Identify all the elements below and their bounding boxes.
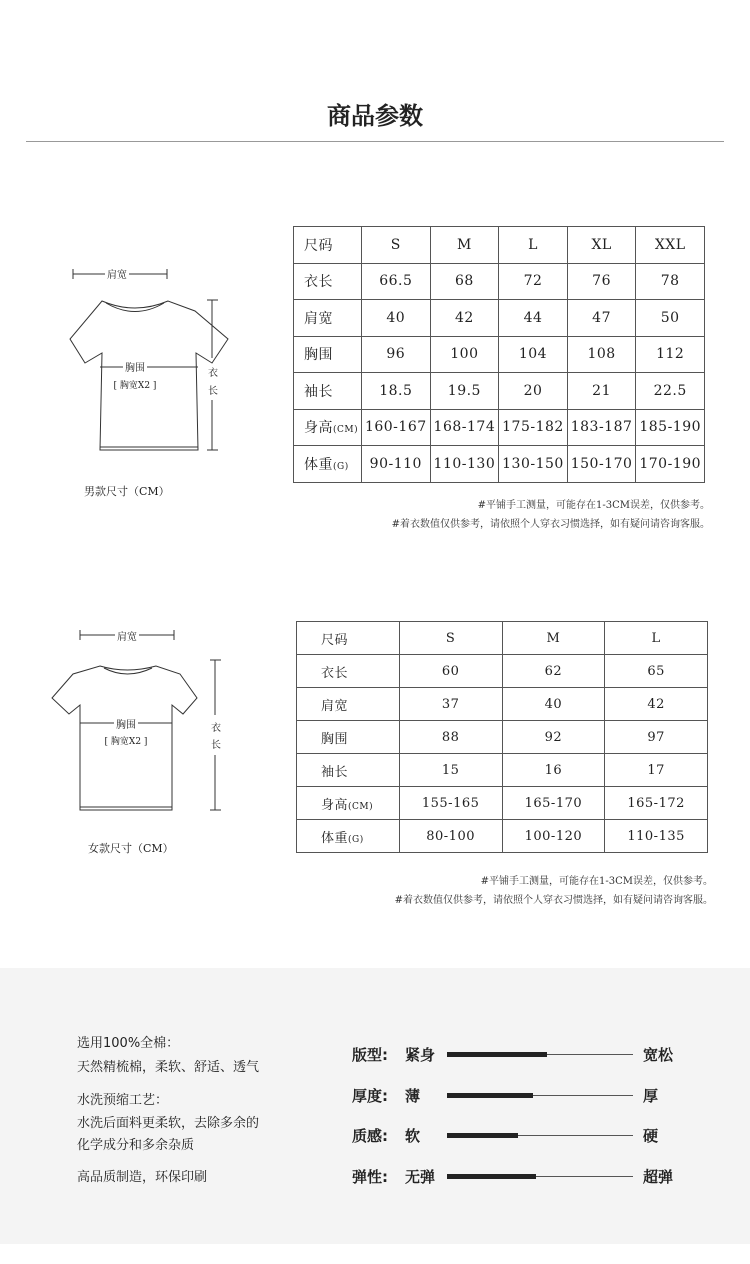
header-cell: M [502,622,605,655]
table-row [297,787,708,820]
table-cell: 150-170 [567,446,636,483]
table-cell: 47 [567,300,636,337]
scale-name: 质感: [352,1127,388,1145]
row-label-text: 衣长 [321,665,349,681]
table-cell: 42 [605,688,708,721]
table-row [294,446,705,483]
table-cell: 15 [399,754,502,787]
table-cell: 72 [499,263,568,300]
feature-text: 化学成分和多余杂质 [77,1138,195,1153]
scale-name: 版型: [352,1046,388,1064]
length-label-2: 长 [206,382,220,397]
row-label [294,300,362,337]
scale-fill [447,1093,533,1098]
row-unit: (CM) [333,425,359,436]
scale-name: 弹性: [352,1167,388,1186]
table-cell: 80-100 [399,820,502,853]
table-cell: 50 [636,300,705,337]
scale-max-label: 厚 [643,1086,659,1105]
table-row [294,409,705,446]
women-caption: 女款尺寸（CM） [88,842,174,855]
row-label-text: 胸围 [321,731,349,747]
table-cell: 42 [430,300,499,337]
table-cell: 37 [399,688,502,721]
row-label-text: 衣长 [304,274,333,291]
table-cell: 16 [502,754,605,787]
table-cell: 44 [499,300,568,337]
header-cell: XL [567,227,636,264]
table-cell: 130-150 [499,446,568,483]
row-label [297,655,400,688]
table-cell: 110-130 [430,446,499,483]
feature-text: 高品质制造，环保印刷 [77,1170,208,1185]
table-header-row [294,227,705,264]
scale-max-label: 超弹 [643,1167,674,1186]
chest-note: [ 胸宽X2 ] [103,734,150,747]
table-cell: 110-135 [605,820,708,853]
row-label-text: 肩宽 [321,698,349,714]
scale-max-label: 宽松 [643,1046,674,1064]
table-row [297,688,708,721]
table-cell: 66.5 [362,263,431,300]
table-cell: 90-110 [362,446,431,483]
scale-min-label: 软 [405,1127,421,1145]
table-row [297,655,708,688]
row-label-text: 肩宽 [304,310,333,327]
table-cell: 18.5 [362,373,431,410]
length-label-1: 衣 [209,719,223,734]
table-cell: 22.5 [636,373,705,410]
men-note-2: #着衣数值仅供参考，请依照个人穿衣习惯选择，如有疑问请咨询客服。 [391,519,710,530]
shoulder-label: 肩宽 [105,266,129,281]
scale-min-label: 薄 [405,1086,421,1105]
table-cell: 96 [362,336,431,373]
scale-track [447,1095,633,1096]
table-cell: 40 [502,688,605,721]
length-label-1: 衣 [206,364,220,379]
row-label-text: 胸围 [304,347,333,364]
header-cell: 尺码 [297,622,400,655]
row-label-text: 体重 [304,456,333,473]
men-note-1: #平铺手工测量，可能存在1-3CM误差，仅供参考。 [477,500,710,511]
row-label [294,336,362,373]
table-cell: 21 [567,373,636,410]
scale-min-label: 无弹 [405,1167,436,1186]
header-cell: M [430,227,499,264]
table-cell: 97 [605,721,708,754]
table-cell: 185-190 [636,409,705,446]
row-label [294,373,362,410]
table-cell: 155-165 [399,787,502,820]
table-cell: 100-120 [502,820,605,853]
table-cell: 88 [399,721,502,754]
header-cell: 尺码 [294,227,362,264]
table-cell: 62 [502,655,605,688]
row-label [297,721,400,754]
chest-label: 胸围 [123,359,147,374]
table-cell: 160-167 [362,409,431,446]
table-row [297,820,708,853]
table-header-row [297,622,708,655]
table-cell: 76 [567,263,636,300]
table-cell: 168-174 [430,409,499,446]
table-cell: 175-182 [499,409,568,446]
row-label [294,409,362,446]
feature-text: 水洗预缩工艺： [77,1093,169,1108]
table-cell: 20 [499,373,568,410]
row-label [297,820,400,853]
table-cell: 17 [605,754,708,787]
scale-min-label: 紧身 [405,1046,436,1064]
scale-fill [447,1174,536,1179]
men-size-table [293,226,705,483]
shoulder-label: 肩宽 [115,628,139,643]
scale-name: 厚度: [352,1086,388,1105]
scale-track [447,1054,633,1055]
table-cell: 170-190 [636,446,705,483]
table-cell: 165-172 [605,787,708,820]
scale-max-label: 硬 [643,1127,659,1145]
title-divider [26,141,724,142]
header-cell: S [362,227,431,264]
table-row [294,263,705,300]
scale-track [447,1135,633,1136]
row-label-text: 袖长 [304,383,333,400]
women-size-table [296,621,708,853]
women-note-1: #平铺手工测量，可能存在1-3CM误差，仅供参考。 [480,876,713,887]
feature-text: 天然精梳棉，柔软、舒适、透气 [77,1060,260,1075]
table-cell: 92 [502,721,605,754]
header-cell: S [399,622,502,655]
men-caption: 男款尺寸（CM） [84,485,170,498]
table-cell: 108 [567,336,636,373]
women-note-2: #着衣数值仅供参考，请依照个人穿衣习惯选择，如有疑问请咨询客服。 [394,895,713,906]
row-unit: (G) [348,834,364,845]
row-unit: (G) [333,461,349,472]
table-row [297,721,708,754]
table-cell: 78 [636,263,705,300]
tshirt-icon [40,622,290,862]
header-cell: XXL [636,227,705,264]
length-label-2: 长 [209,736,223,751]
table-row [294,300,705,337]
row-label-text: 体重 [321,830,349,846]
row-label-text: 身高 [321,797,349,813]
row-label [297,787,400,820]
row-label [297,754,400,787]
chest-note: [ 胸宽X2 ] [112,378,159,391]
table-cell: 68 [430,263,499,300]
scale-fill [447,1052,547,1057]
row-label [297,688,400,721]
scale-track [447,1176,633,1177]
row-label [294,263,362,300]
women-shirt-diagram [40,622,290,862]
row-label-text: 身高 [304,420,333,437]
table-cell: 112 [636,336,705,373]
table-row [294,373,705,410]
header-cell: L [499,227,568,264]
table-cell: 165-170 [502,787,605,820]
header-cell: L [605,622,708,655]
feature-text: 选用100%全棉： [77,1036,180,1051]
table-row [297,754,708,787]
page-title: 商品参数 [327,102,423,130]
table-cell: 100 [430,336,499,373]
table-row [294,336,705,373]
scale-fill [447,1133,518,1138]
row-label [294,446,362,483]
feature-text: 水洗后面料更柔软，去除多余的 [77,1116,260,1131]
men-shirt-diagram [30,260,280,500]
table-cell: 104 [499,336,568,373]
table-cell: 40 [362,300,431,337]
table-cell: 183-187 [567,409,636,446]
table-cell: 60 [399,655,502,688]
table-cell: 65 [605,655,708,688]
row-unit: (CM) [348,801,374,812]
table-cell: 19.5 [430,373,499,410]
chest-label: 胸围 [114,716,138,731]
row-label-text: 袖长 [321,764,349,780]
